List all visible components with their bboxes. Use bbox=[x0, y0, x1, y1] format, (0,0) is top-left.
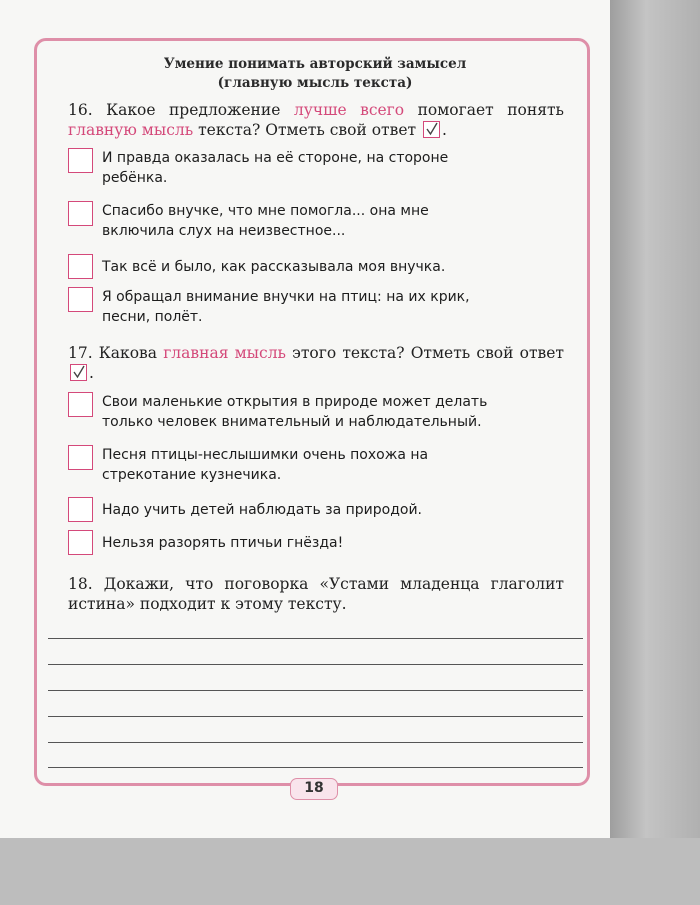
checkmark-icon bbox=[70, 364, 87, 381]
answer-line[interactable] bbox=[48, 742, 583, 743]
answer-checkbox[interactable] bbox=[68, 497, 93, 522]
question-16: 16. Какое предложение лучше всего помогает понять главную мысль текста? Отметь свой ответ . bbox=[68, 101, 564, 139]
answer-checkbox[interactable] bbox=[68, 530, 93, 555]
section-title: Умение понимать авторский замысел bbox=[163, 56, 467, 72]
answer-line[interactable] bbox=[48, 664, 583, 665]
scan-shadow-right bbox=[610, 0, 700, 905]
checkmark-icon bbox=[423, 121, 440, 138]
answer-line[interactable] bbox=[48, 638, 583, 639]
answer-checkbox[interactable] bbox=[68, 392, 93, 417]
answer-checkbox[interactable] bbox=[68, 445, 93, 470]
question-18: 18. Докажи, что поговорка «Устами младенца глаголит истина» подходит к этому тексту. bbox=[68, 575, 564, 613]
answer-checkbox[interactable] bbox=[68, 287, 93, 312]
answer-line[interactable] bbox=[48, 690, 583, 691]
answer-checkbox[interactable] bbox=[68, 201, 93, 226]
question-17: 17. Какова главная мысль этого текста? Отметь свой ответ . bbox=[68, 344, 564, 382]
answer-line[interactable] bbox=[48, 716, 583, 717]
page-number: 18 bbox=[290, 778, 338, 800]
answer-checkbox[interactable] bbox=[68, 148, 93, 173]
answer-line[interactable] bbox=[48, 767, 583, 768]
answer-checkbox[interactable] bbox=[68, 254, 93, 279]
scan-shadow-bottom bbox=[0, 838, 700, 905]
section-subtitle: (главную мысль текста) bbox=[217, 75, 413, 91]
